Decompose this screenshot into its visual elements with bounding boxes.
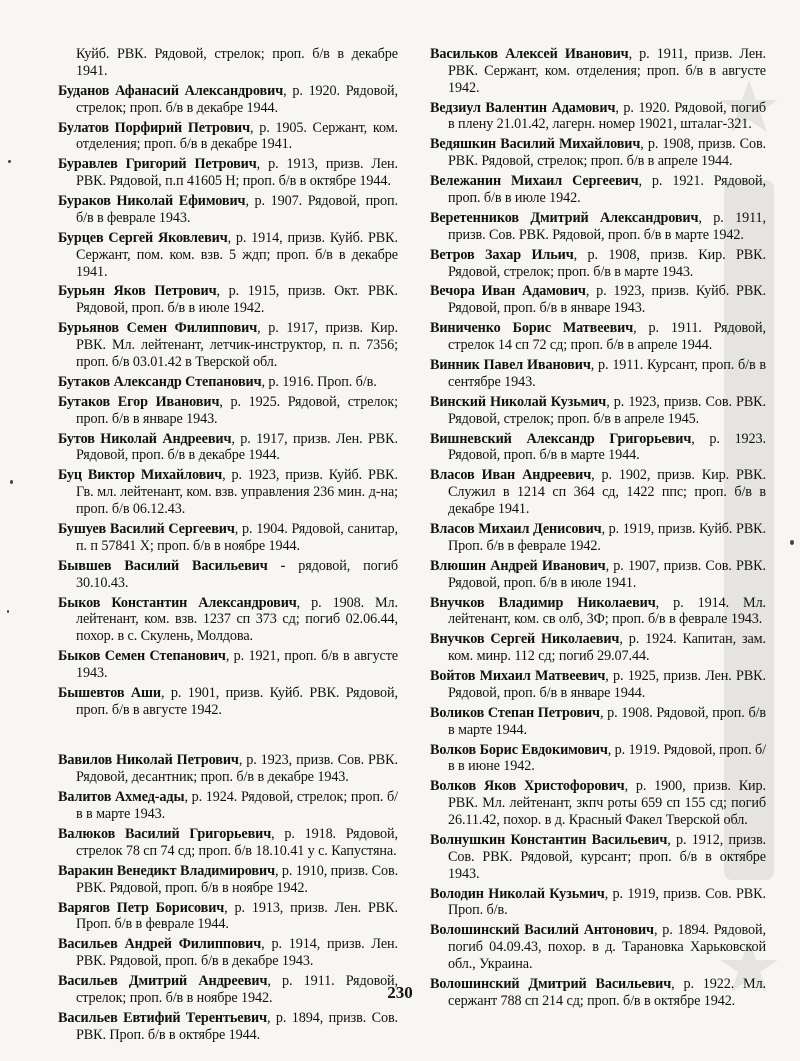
entry-text: , р. 1900, призв. Кир. РВК. Мл. лейтенант, зкпч роты 659 сп 155 сд; погиб 26.11.42, похор. в д. Красный Факел Тверской обл. (448, 778, 766, 829)
entry (58, 193, 398, 227)
right-column (430, 46, 766, 1013)
entry-text: , р. 1908. Мл. лейтенант, ком. взв. 1237 сп 373 сд; погиб 02.06.44, похор. в с. Скулень, Молдова. (76, 594, 398, 645)
entry-name: Валюков Василий Григорьевич (58, 826, 272, 843)
entry-name: Внучков Владимир Николаевич (430, 594, 656, 611)
entry (58, 83, 398, 117)
entry (58, 900, 398, 934)
entry-text: , р. 1921, проп. б/в в августе 1943. (76, 648, 398, 681)
scan-speck (790, 540, 794, 545)
entry-text: , р. 1905. Сержант, ком. отделения; проп. б/в в декабре 1941. (76, 119, 398, 153)
entry-name: Вишневский Александр Григорьевич (430, 430, 692, 447)
entry (430, 558, 766, 592)
entry (58, 374, 398, 391)
entry (58, 120, 398, 154)
entry (58, 936, 398, 970)
entry-text: , р. 1911, призв. Сов. РВК. Рядовой, проп. б/в в марте 1942. (448, 209, 766, 243)
entry (430, 357, 766, 391)
entry-name: Бушуев Василий Сергеевич (58, 520, 235, 537)
entry-name: Вележанин Михаил Сергеевич (430, 173, 639, 190)
entry-text: , р. 1912, призв. Сов. РВК. Рядовой, курсант; проп. б/в в октябре 1943. (448, 832, 766, 882)
entry-name: Васильев Евтифий Терентьевич (58, 1009, 267, 1026)
entry-text: , р. 1901, призв. Куйб. РВК. Рядовой, проп. б/в в августе 1942. (76, 684, 398, 718)
entry-name: Виниченко Борис Матвеевич (430, 320, 634, 337)
entry-name: Войтов Михаил Матвеевич (430, 668, 606, 685)
entry (58, 283, 398, 317)
entry (58, 394, 398, 428)
scan-speck (10, 480, 13, 484)
entry-text: , р. 1918. Рядовой, стрелок 78 сп 74 сд; проп. б/в 18.10.41 у с. Капустяна. (76, 826, 398, 859)
entry-text: , р. 1914, призв. Куйб. РВК. Сержант, пом. ком. взв. 5 ждп; проп. б/в в декабре 1941. (76, 229, 398, 280)
entry (430, 467, 766, 517)
entry-text: , р. 1919. Рядовой, проп. б/в в июне 1942. (448, 741, 766, 775)
entry-text: , р. 1925, призв. Лен. РВК. Рядовой, проп. б/в в январе 1944. (448, 668, 766, 701)
entry (430, 283, 766, 317)
entry (430, 595, 766, 629)
entry-name: Буц Виктор Михайлович (58, 467, 223, 484)
entry-text: , р. 1907. Рядовой, проп. б/в в феврале 1943. (76, 193, 398, 226)
entry-text: , р. 1908, призв. Кир. РВК. Рядовой, стрелок; проп. б/в в марте 1943. (448, 246, 766, 280)
entry-name: Вавилов Николай Петрович (58, 752, 239, 769)
entry-text: , р. 1894. Рядовой, погиб 04.09.43, похор. в д. Тарановка Харьковской обл., Украина. (448, 922, 766, 972)
entry-text: , р. 1902, призв. Кир. РВК. Служил в 1214 сп 364 сд, 1422 ппс; проп. б/в в декабре 1941. (448, 467, 766, 517)
entry-text: , р. 1911. Рядовой, стрелок; проп. б/в в ноябре 1942. (76, 973, 398, 1006)
entry-name: Бураков Николай Ефимович (58, 193, 246, 210)
entry-text: , р. 1924. Рядовой, стрелок; проп. б/в в марте 1943. (76, 789, 398, 823)
entry-text: , р. 1924. Капитан, зам. ком. минр. 112 сд; погиб 29.07.44. (448, 631, 766, 665)
entry-name: Вечора Иван Адамович (430, 283, 586, 300)
entry-text: , р. 1911. Рядовой, стрелок 14 сп 72 сд; проп. б/в в апреле 1944. (448, 320, 766, 354)
entry (58, 320, 398, 370)
entry-name: Волошинский Дмитрий Васильевич (430, 975, 672, 992)
entry-name: Варягов Петр Борисович (58, 899, 225, 916)
entry-name: Воликов Степан Петрович (430, 704, 600, 721)
entry-text: , р. 1914. Мл. лейтенант, ком. св олб, 3Ф; проп. б/в в феврале 1943. (448, 594, 767, 628)
entry-text: , р. 1911. Курсант, проп. б/в в сентябре 1943. (448, 357, 766, 390)
entry (430, 922, 766, 972)
entry-name: Валитов Ахмед-ады (58, 789, 185, 806)
page-number: 230 (387, 983, 413, 1002)
entry-name: Ведяшкин Василий Михайлович (430, 136, 641, 153)
entry (58, 46, 398, 80)
entry-name: Быков Константин Александрович (58, 594, 297, 611)
entry (58, 826, 398, 860)
entry (58, 789, 398, 823)
entry-name: Власов Иван Андреевич (430, 467, 592, 484)
entry-text: , р. 1923, призв. Куйб. РВК. Гв. мл. лейтенант, ком. взв. управления 236 мин. д-на; проп. б/в 06.12.43. (76, 467, 398, 517)
entry (58, 521, 398, 555)
entry (430, 210, 766, 244)
entry-name: Буданов Афанасий Александрович (58, 82, 284, 99)
entry-name: Бурьянов Семен Филиппович (58, 320, 258, 337)
entry-text: , р. 1923, призв. Сов. РВК. Рядовой, стрелок; проп. б/в в апреле 1945. (448, 393, 766, 427)
scan-speck (7, 610, 9, 613)
entry-text: , р. 1923, призв. Сов. РВК. Рядовой, десантник; проп. б/в в декабре 1943. (76, 752, 398, 786)
entry-name: Винник Павел Иванович (430, 357, 591, 374)
entry-name: Варакин Венедикт Владимирович (58, 862, 275, 879)
entry (430, 668, 766, 702)
entry (58, 156, 398, 190)
entry-name: Бышевтов Аши (58, 684, 161, 701)
entry-text: , р. 1923, призв. Куйб. РВК. Рядовой, проп. б/в в январе 1943. (448, 283, 766, 317)
entry (58, 752, 398, 786)
entry (430, 173, 766, 207)
entry (58, 685, 398, 719)
entry (430, 394, 766, 428)
entry (430, 521, 766, 555)
entry-text: , р. 1920. Рядовой, стрелок; проп. б/в в декабре 1944. (76, 82, 398, 116)
entry-text: , р. 1917, призв. Кир. РВК. Мл. лейтенант, летчик-инструктор, п. п. 7356; проп. б/в 03.01.42 в Тверской обл. (76, 320, 398, 370)
entry-name: Винский Николай Кузьмич (430, 393, 607, 410)
entry (58, 648, 398, 682)
entry-name: Власов Михаил Денисович (430, 520, 602, 537)
entry-name: Влюшин Андрей Иванович (430, 557, 606, 574)
entry (58, 467, 398, 517)
entry-text: , р. 1913, призв. Лен. РВК. Рядовой, п.п 41605 Н; проп. б/в в октябре 1944. (76, 156, 398, 190)
entry (430, 631, 766, 665)
entry-name: Бурьян Яков Петрович (58, 283, 217, 300)
entry (430, 320, 766, 354)
entry-text: , р. 1921. Рядовой, проп. б/в в июле 1942. (448, 173, 766, 206)
entry (430, 886, 766, 920)
entry-name: Ведзиул Валентин Адамович (430, 99, 616, 116)
entry-name: Васильев Дмитрий Андреевич (58, 973, 268, 990)
entry-text: , р. 1915, призв. Окт. РВК. Рядовой, проп. б/в в июле 1942. (76, 283, 398, 317)
entry-name: Булатов Порфирий Петрович (58, 119, 251, 136)
entry-text: , р. 1919, призв. Сов. РВК. Проп. б/в. (448, 885, 766, 919)
entry (430, 100, 766, 134)
entry-text: , р. 1923. Рядовой, проп. б/в в марте 1944. (448, 430, 766, 464)
entry-name: Ветров Захар Ильич (430, 246, 574, 263)
entry-name: Волков Яков Христофорович (430, 778, 625, 795)
entry (58, 558, 398, 592)
entry-text: , р. 1925. Рядовой, стрелок; проп. б/в в январе 1943. (76, 393, 399, 427)
entry (58, 230, 398, 280)
entry (430, 832, 766, 882)
entry-text: , р. 1904. Рядовой, санитар, п. п 57841 Х; проп. б/в в ноябре 1944. (76, 520, 398, 554)
entry (430, 705, 766, 739)
entry-name: Бутаков Егор Иванович (58, 393, 220, 410)
entry-name: Бурцев Сергей Яковлевич (58, 229, 228, 246)
entry-name: Васильков Алексей Иванович (430, 46, 629, 62)
entry (58, 863, 398, 897)
entry-text: , р. 1922. Мл. сержант 788 сп 214 сд; проп. б/в в октябре 1942. (448, 975, 766, 1009)
entry-text: , р. 1910, призв. Сов. РВК. Рядовой, проп. б/в в ноябре 1942. (76, 862, 399, 896)
entry-name: Буравлев Григорий Петрович (58, 156, 257, 173)
entry (430, 247, 766, 281)
entry-text: Куйб. РВК. Рядовой, стрелок; проп. б/в в декабре 1941. (76, 46, 398, 79)
entry-text: , р. 1919, призв. Куйб. РВК. Проп. б/в в феврале 1942. (448, 520, 766, 554)
entry-name: Веретенников Дмитрий Александрович (430, 209, 699, 226)
entry (58, 1010, 398, 1044)
entry (430, 46, 766, 96)
entry-text: , р. 1920. Рядовой, погиб в плену 21.01.42, лагерн. номер 19021, шталаг-321. (448, 99, 766, 133)
entry (430, 136, 766, 170)
entry (58, 595, 398, 645)
entry-text: рядовой, погиб 30.10.43. (76, 557, 398, 591)
entry-text: , р. 1914, призв. Лен. РВК. Рядовой, проп. б/в в декабре 1943. (76, 936, 398, 970)
entry-text: , р. 1911, призв. Лен. РВК. Сержант, ком. отделения; проп. б/в в августе 1942. (448, 46, 766, 96)
entry (58, 431, 398, 465)
entry-text: , р. 1908. Рядовой, проп. б/в в марте 1944. (448, 704, 766, 738)
entry (430, 431, 766, 465)
entry-text: , р. 1916. Проп. б/в. (261, 373, 377, 390)
entry-text: , р. 1894, призв. Сов. РВК. Проп. б/в в октябре 1944. (76, 1009, 398, 1043)
entry-name: Володин Николай Кузьмич (430, 885, 605, 902)
entry (430, 742, 766, 776)
entry-text: , р. 1907, призв. Сов. РВК. Рядовой, проп. б/в в июле 1941. (448, 557, 766, 591)
entry-text: , р. 1908, призв. Сов. РВК. Рядовой, стрелок; проп. б/в в апреле 1944. (448, 136, 766, 170)
entry-text: , р. 1917, призв. Лен. РВК. Рядовой, проп. б/в в декабре 1944. (76, 430, 398, 464)
entry-name: Бутаков Александр Степанович (58, 373, 262, 390)
entry-name: Волнушкин Константин Васильевич (430, 832, 668, 849)
left-column (58, 46, 398, 1047)
entry-text: , р. 1913, призв. Лен. РВК. Проп. б/в в феврале 1944. (76, 899, 398, 933)
entry-name: Быков Семен Степанович (58, 648, 226, 665)
entry-name: Волошинский Василий Антонович (430, 922, 654, 939)
entry-name: Бутов Николай Андреевич (58, 430, 232, 447)
entry-name: Внучков Сергей Николаевич (430, 631, 620, 648)
entry (430, 778, 766, 828)
entry-name: Волков Борис Евдокимович (430, 741, 608, 758)
entry-name: Васильев Андрей Филиппович (58, 936, 262, 953)
scan-speck (8, 160, 11, 163)
entry-name: Бывшев Василий Васильевич - (58, 557, 286, 574)
